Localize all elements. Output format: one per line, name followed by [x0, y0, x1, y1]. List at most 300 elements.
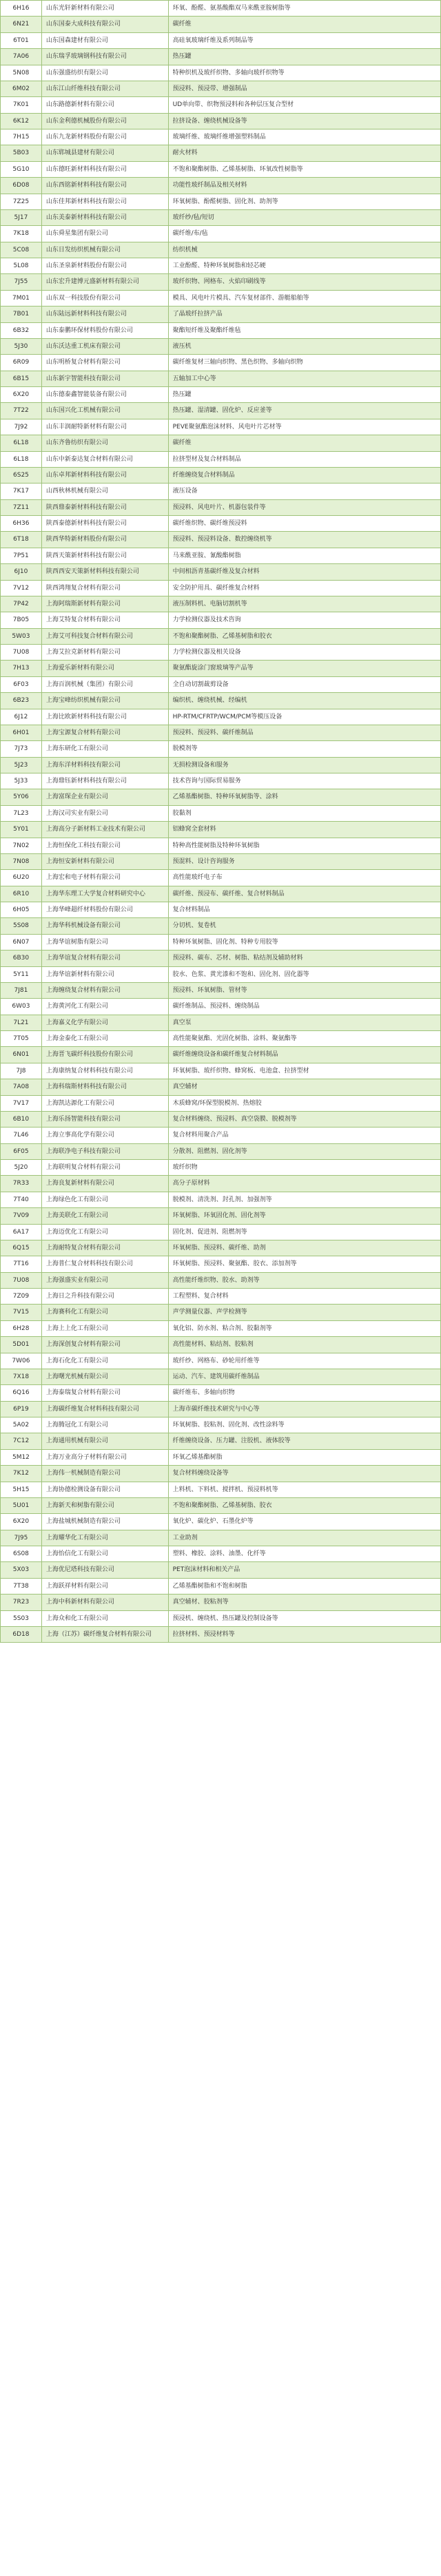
table-row — [1, 1402, 441, 1417]
company-name-cell: 上海艾特复合材料有限公司 — [42, 612, 169, 628]
table-row — [1, 661, 441, 676]
company-name-cell: 上海华谊树脂有限公司 — [42, 935, 169, 951]
table-row — [1, 1417, 441, 1433]
booth-number-cell: 6A17 — [1, 1225, 42, 1240]
table-row — [1, 484, 441, 499]
booth-number-cell: 6H36 — [1, 516, 42, 532]
products-cell: 环氧树脂、预浸料、聚氨酯、胶衣、添加剂等 — [169, 1256, 441, 1272]
booth-number-cell: 6N01 — [1, 1047, 42, 1063]
company-name-cell: 上海立事高化学有限公司 — [42, 1128, 169, 1143]
booth-number-cell: 7N08 — [1, 854, 42, 870]
table-row — [1, 1369, 441, 1385]
booth-number-cell: 5H15 — [1, 1482, 42, 1498]
products-cell: 声学测量仪器、声学检测等 — [169, 1305, 441, 1320]
table-row — [1, 1385, 441, 1401]
booth-number-cell: 5D01 — [1, 1337, 42, 1353]
company-name-cell: 上海强盛实业有限公司 — [42, 1273, 169, 1289]
booth-number-cell: 6B15 — [1, 371, 42, 387]
products-cell: 真空泵 — [169, 1015, 441, 1031]
booth-number-cell: 7Z25 — [1, 194, 42, 210]
table-row — [1, 1450, 441, 1466]
products-cell: 聚酯短纤维及聚酯纤维毡 — [169, 323, 441, 339]
products-cell: 玻纤纱/毡/短切 — [169, 210, 441, 226]
products-cell: 五轴加工中心等 — [169, 371, 441, 387]
booth-number-cell: 7J95 — [1, 1530, 42, 1546]
booth-number-cell: 6H01 — [1, 725, 42, 741]
table-row — [1, 129, 441, 145]
company-name-cell: 山东圣泉新材料股份有限公司 — [42, 258, 169, 274]
products-cell: 预混料、设计咨询服务 — [169, 854, 441, 870]
booth-number-cell: 5Y06 — [1, 789, 42, 805]
table-row — [1, 548, 441, 564]
booth-number-cell: 7L46 — [1, 1128, 42, 1143]
company-name-cell: 上海通用机械有限公司 — [42, 1433, 169, 1449]
products-cell: 纺织机械 — [169, 242, 441, 258]
table-row — [1, 1627, 441, 1643]
table-row — [1, 870, 441, 886]
table-row — [1, 677, 441, 693]
booth-number-cell: 6H28 — [1, 1321, 42, 1337]
table-row — [1, 1595, 441, 1610]
table-row — [1, 918, 441, 934]
company-name-cell: 山东郓城县建材有限公司 — [42, 145, 169, 161]
company-name-cell: 上海优尼塔科技有限公司 — [42, 1562, 169, 1578]
booth-number-cell: 7V12 — [1, 581, 42, 596]
booth-number-cell: 7T16 — [1, 1256, 42, 1272]
products-cell: 模具、风电叶片模具、汽车复材部件、游艇船舶等 — [169, 291, 441, 307]
products-cell: 预浸料、预浸带、增强制品 — [169, 81, 441, 97]
products-cell: 预浸料、预浸料、碳纤维制品 — [169, 725, 441, 741]
company-name-cell: 上海美联化工有限公司 — [42, 1208, 169, 1224]
company-name-cell: 上海宝源复合材料有限公司 — [42, 725, 169, 741]
booth-number-cell: 5W03 — [1, 629, 42, 645]
table-row — [1, 581, 441, 596]
table-row — [1, 838, 441, 854]
products-cell: 拉挤材料、预浸材料等 — [169, 1627, 441, 1643]
products-cell: 碳纤维/布/毡 — [169, 226, 441, 242]
booth-number-cell: 7J92 — [1, 419, 42, 435]
table-row — [1, 1047, 441, 1063]
company-name-cell: 上海腾冠化工有限公司 — [42, 1417, 169, 1433]
table-row — [1, 1514, 441, 1530]
table-row — [1, 1305, 441, 1320]
table-row — [1, 532, 441, 548]
products-cell: 铝蜂窝全套材料 — [169, 822, 441, 838]
table-row — [1, 1096, 441, 1112]
company-name-cell: 山东日发纺织机械有限公司 — [42, 242, 169, 258]
products-cell: 碳纤维、预浸布、碳纤维、复合材料制品 — [169, 886, 441, 902]
company-name-cell: 山东佳邦新材料科技有限公司 — [42, 194, 169, 210]
table-row — [1, 596, 441, 612]
products-cell: 高性能材料、粘结剂、胶粘剂 — [169, 1337, 441, 1353]
table-row — [1, 741, 441, 757]
table-row — [1, 1466, 441, 1482]
booth-number-cell: 5A02 — [1, 1417, 42, 1433]
booth-number-cell: 7J55 — [1, 274, 42, 290]
company-name-cell: 上海跃祥材料有限公司 — [42, 1579, 169, 1595]
booth-number-cell: 7B01 — [1, 307, 42, 322]
products-cell: 聚氨酯旋涂门窗玻璃等产品等 — [169, 661, 441, 676]
booth-number-cell: 6R10 — [1, 886, 42, 902]
table-row — [1, 162, 441, 178]
products-cell: 脱模剂等 — [169, 741, 441, 757]
table-row — [1, 1433, 441, 1449]
table-row — [1, 33, 441, 49]
table-row — [1, 967, 441, 983]
booth-number-cell: 6X20 — [1, 387, 42, 403]
company-name-cell: 山东瑞孚玻璃钢科技有限公司 — [42, 49, 169, 65]
booth-number-cell: 7W06 — [1, 1353, 42, 1369]
company-name-cell: 山东丰润耐特新材料有限公司 — [42, 419, 169, 435]
company-name-cell: 山东沃达重工机床有限公司 — [42, 339, 169, 355]
products-cell: 工业助剂 — [169, 1530, 441, 1546]
company-name-cell: 上海艾可科技复合材料有限公司 — [42, 629, 169, 645]
table-row — [1, 1530, 441, 1546]
booth-number-cell: 5G10 — [1, 162, 42, 178]
table-row — [1, 1498, 441, 1514]
booth-number-cell: 7R33 — [1, 1176, 42, 1192]
booth-number-cell: 6K12 — [1, 114, 42, 129]
table-row — [1, 516, 441, 532]
products-cell: 安全防护用具、碳纤维复合材料 — [169, 581, 441, 596]
company-name-cell: 上海迈优化工有限公司 — [42, 1225, 169, 1240]
products-cell: 热压罐 — [169, 387, 441, 403]
products-cell: 不饱和聚酯树脂、乙烯基树脂、胶衣 — [169, 1498, 441, 1514]
products-cell: 不饱和聚酯树脂、乙烯基树脂、环氧改性树脂等 — [169, 162, 441, 178]
table-row — [1, 500, 441, 516]
booth-number-cell: 7T40 — [1, 1192, 42, 1208]
products-cell: 高性能纤维织物、胶水、助剂等 — [169, 1273, 441, 1289]
products-cell: 工业酚醛、特种环氧树脂和轻芯硬 — [169, 258, 441, 274]
products-cell: PEVE聚氨酯泡沫材料、风电叶片芯材等 — [169, 419, 441, 435]
table-row — [1, 1208, 441, 1224]
products-cell: 胶黏剂 — [169, 806, 441, 822]
products-cell: 热压罐、湿清罐、固化炉、反应釜等 — [169, 403, 441, 419]
products-cell: 脱模剂、清洗剂、封孔剂、加强剂等 — [169, 1192, 441, 1208]
booth-number-cell: 6J12 — [1, 709, 42, 725]
products-cell: 马来酰亚胺、氰酸酯树脂 — [169, 548, 441, 564]
table-row — [1, 1240, 441, 1256]
products-cell: 玻纤织物 — [169, 1160, 441, 1176]
booth-number-cell: 6Q16 — [1, 1385, 42, 1401]
booth-number-cell: 6F05 — [1, 1144, 42, 1160]
booth-number-cell: 7V17 — [1, 1096, 42, 1112]
table-row — [1, 1482, 441, 1498]
products-cell: 环氧树脂、玻纤织物、蜂窝板、电池盒、拉挤型材 — [169, 1063, 441, 1079]
products-cell: 热压罐 — [169, 49, 441, 65]
table-row — [1, 612, 441, 628]
company-name-cell: 上海普仁复合材料科技有限公司 — [42, 1256, 169, 1272]
company-name-cell: 上海富琛企业有限公司 — [42, 789, 169, 805]
products-cell: 高硅氧玻璃纤维及系列制品等 — [169, 33, 441, 49]
company-name-cell: 上海乐扬智能科技有限公司 — [42, 1112, 169, 1128]
company-name-cell: 上海新天和树脂有限公司 — [42, 1498, 169, 1514]
booth-number-cell: 5X03 — [1, 1562, 42, 1578]
table-row — [1, 1562, 441, 1578]
table-row — [1, 1611, 441, 1627]
products-cell: 拉挤型材及复合材料制品 — [169, 452, 441, 468]
company-name-cell: 陕西天策新材料科技有限公司 — [42, 548, 169, 564]
booth-number-cell: 7A08 — [1, 1079, 42, 1095]
products-cell: 编织机、缠绕机械、经编机 — [169, 693, 441, 709]
company-name-cell: 上海日之升科技有限公司 — [42, 1289, 169, 1305]
table-row — [1, 468, 441, 484]
products-cell: 玻纤纱、网格布、砂轮用纤维等 — [169, 1353, 441, 1369]
company-name-cell: 上海东洋材料科技有限公司 — [42, 758, 169, 773]
booth-number-cell: 5L08 — [1, 258, 42, 274]
booth-number-cell: 7L21 — [1, 1015, 42, 1031]
table-row — [1, 210, 441, 226]
company-name-cell: 上海耐特复合材料有限公司 — [42, 1240, 169, 1256]
company-name-cell: 上海凯达源化工有限公司 — [42, 1096, 169, 1112]
products-cell: 碳纤维布、多轴向织物 — [169, 1385, 441, 1401]
company-name-cell: 上海石化化工有限公司 — [42, 1353, 169, 1369]
table-row — [1, 1160, 441, 1176]
table-row — [1, 403, 441, 419]
company-name-cell: 上海鼎钰新材料科技有限公司 — [42, 773, 169, 789]
company-name-cell: 上海华科机械设备有限公司 — [42, 918, 169, 934]
company-name-cell: 上海金泰化工有限公司 — [42, 1031, 169, 1047]
products-cell: 特种织机及玻纤织物、多轴向玻纤织物等 — [169, 65, 441, 81]
company-name-cell: 山东中新泰达复合材料有限公司 — [42, 452, 169, 468]
products-cell: 工程塑料、复合材料 — [169, 1289, 441, 1305]
company-name-cell: 上海怡信化工有限公司 — [42, 1546, 169, 1562]
company-name-cell: 上海缠绕复合材料有限公司 — [42, 983, 169, 999]
products-cell: 氧化炉、碳化炉、石墨化炉等 — [169, 1514, 441, 1530]
table-row — [1, 307, 441, 322]
table-row — [1, 758, 441, 773]
products-cell: 力学检测仪器及相关设备 — [169, 645, 441, 661]
company-name-cell: 山东国泰大成科技有限公司 — [42, 17, 169, 32]
booth-number-cell: 7K18 — [1, 226, 42, 242]
table-row — [1, 1015, 441, 1031]
company-name-cell: 山东陆远新材料科技有限公司 — [42, 307, 169, 322]
table-row — [1, 1337, 441, 1353]
booth-number-cell: 7Z11 — [1, 500, 42, 516]
table-row — [1, 1112, 441, 1128]
products-cell: 环氧树脂、酚醛树脂、固化剂、助剂等 — [169, 194, 441, 210]
booth-number-cell: 7V09 — [1, 1208, 42, 1224]
company-name-cell: 上海宏和电子材料有限公司 — [42, 870, 169, 886]
table-row — [1, 822, 441, 838]
table-row — [1, 1273, 441, 1289]
products-cell: 碳纤维复材三轴向织物、黑色织物、多轴向织物 — [169, 355, 441, 371]
company-name-cell: 上海中科新材料有限公司 — [42, 1595, 169, 1610]
company-name-cell: 山东美泰新材料科技有限公司 — [42, 210, 169, 226]
booth-number-cell: 7N02 — [1, 838, 42, 854]
company-name-cell: 上海艾拉克新材料有限公司 — [42, 645, 169, 661]
booth-number-cell: 6D18 — [1, 1627, 42, 1643]
table-row — [1, 789, 441, 805]
table-row — [1, 806, 441, 822]
booth-number-cell: 5N08 — [1, 65, 42, 81]
booth-number-cell: 5M12 — [1, 1450, 42, 1466]
products-cell: 上海市碳纤维技术研究与中心等 — [169, 1402, 441, 1417]
products-cell: 纤维缠绕设备、压力罐、注胶机、液体胶等 — [169, 1433, 441, 1449]
products-cell: HP-RTM/CFRTP/WCM/PCM等模压设备 — [169, 709, 441, 725]
products-cell: 复合材料用聚合产品 — [169, 1128, 441, 1143]
products-cell: 力学检测仪器及技术咨询 — [169, 612, 441, 628]
booth-number-cell: 6S25 — [1, 468, 42, 484]
booth-number-cell: 7R23 — [1, 1595, 42, 1610]
company-name-cell: 上海科瑞斯材料科技有限公司 — [42, 1079, 169, 1095]
company-name-cell: 上海嘉义化学有限公司 — [42, 1015, 169, 1031]
table-row — [1, 1256, 441, 1272]
company-name-cell: 山东金利德机械股份有限公司 — [42, 114, 169, 129]
company-name-cell: 上海深创复合材料有限公司 — [42, 1337, 169, 1353]
booth-number-cell: 7H13 — [1, 661, 42, 676]
products-cell: 液压机 — [169, 339, 441, 355]
company-name-cell: 陕西西安天策新材料科技有限公司 — [42, 564, 169, 580]
products-cell: 玻璃纤维、玻璃纤维增强塑料制品 — [169, 129, 441, 145]
company-name-cell: 上海赛科化工有限公司 — [42, 1305, 169, 1320]
booth-number-cell: 5J30 — [1, 339, 42, 355]
booth-number-cell: 6F03 — [1, 677, 42, 693]
table-row — [1, 114, 441, 129]
booth-number-cell: 5U01 — [1, 1498, 42, 1514]
booth-number-cell: 6L18 — [1, 452, 42, 468]
products-cell: 分切机、复卷机 — [169, 918, 441, 934]
table-row — [1, 81, 441, 97]
company-name-cell: 上海康纳复合材料科技有限公司 — [42, 1063, 169, 1079]
booth-number-cell: 7T38 — [1, 1579, 42, 1595]
products-cell: 了晶玻纤拉挤产品 — [169, 307, 441, 322]
products-cell: 氧化铝、防水剂、粘合剂、胶黏剂等 — [169, 1321, 441, 1337]
products-cell: 环氧、酚醛、氨基酸酯双马来酰亚胺树脂等 — [169, 1, 441, 17]
company-name-cell: 山东江山纤维科技有限公司 — [42, 81, 169, 97]
table-row — [1, 145, 441, 161]
table-row — [1, 773, 441, 789]
table-row — [1, 951, 441, 966]
company-name-cell: 上海盐城机械制造有限公司 — [42, 1514, 169, 1530]
products-cell: 乙烯基酯树脂、特种环氧树脂等、涂料 — [169, 789, 441, 805]
booth-number-cell: 6B32 — [1, 323, 42, 339]
products-cell: 预浸机、缠绕机、热压罐及控制设备等 — [169, 1611, 441, 1627]
products-cell: 上料机、下料机、搅拌机、预浸料机等 — [169, 1482, 441, 1498]
products-cell: 纤维缠绕复合材料制品 — [169, 468, 441, 484]
booth-number-cell: 5Y01 — [1, 822, 42, 838]
products-cell: 特种高性能树脂及特种环氧树脂 — [169, 838, 441, 854]
table-row — [1, 709, 441, 725]
table-row — [1, 355, 441, 371]
table-row — [1, 1321, 441, 1337]
booth-number-cell: 7U08 — [1, 1273, 42, 1289]
company-name-cell: 上海协德检测设备有限公司 — [42, 1482, 169, 1498]
table-row — [1, 629, 441, 645]
table-row — [1, 1225, 441, 1240]
booth-number-cell: 7J8 — [1, 1063, 42, 1079]
company-name-cell: 上海爱乐新材料有限公司 — [42, 661, 169, 676]
products-cell: 液压制料机、电脑切割机等 — [169, 596, 441, 612]
table-row — [1, 1579, 441, 1595]
table-row — [1, 49, 441, 65]
table-row — [1, 226, 441, 242]
products-cell: 玻纤织物、网格布、火焰印刷线等 — [169, 274, 441, 290]
table-row — [1, 17, 441, 32]
booth-number-cell: 7K01 — [1, 97, 42, 113]
products-cell: 高性能玻纤电子布 — [169, 870, 441, 886]
booth-number-cell: 6W03 — [1, 999, 42, 1015]
products-cell: 环氧树脂、胶粘剂、固化剂、改性涂料等 — [169, 1417, 441, 1433]
table-row — [1, 387, 441, 403]
booth-number-cell: 5J17 — [1, 210, 42, 226]
company-name-cell: 上海晋飞碳纤科技股份有限公司 — [42, 1047, 169, 1063]
products-cell: 碳纤维缠绕设备和碳纤维复合材料制品 — [169, 1047, 441, 1063]
table-row — [1, 1546, 441, 1562]
booth-number-cell: 5C08 — [1, 242, 42, 258]
booth-number-cell: 7K12 — [1, 1466, 42, 1482]
company-name-cell: 山东德旺新材料科技有限公司 — [42, 162, 169, 178]
booth-number-cell: 6X20 — [1, 1514, 42, 1530]
booth-number-cell: 7Z09 — [1, 1289, 42, 1305]
company-name-cell: 山东齐鲁纺织有限公司 — [42, 435, 169, 451]
booth-number-cell: 6J10 — [1, 564, 42, 580]
company-name-cell: 上海华东理工大学复合材料研究中心 — [42, 886, 169, 902]
table-row — [1, 1192, 441, 1208]
products-cell: 运动、汽车、建筑用碳纤维制品 — [169, 1369, 441, 1385]
table-row — [1, 983, 441, 999]
company-name-cell: 上海众和化工有限公司 — [42, 1611, 169, 1627]
booth-number-cell: 7H15 — [1, 129, 42, 145]
booth-number-cell: 7J73 — [1, 741, 42, 757]
table-row — [1, 854, 441, 870]
booth-number-cell: 5S08 — [1, 918, 42, 934]
booth-number-cell: 7K17 — [1, 484, 42, 499]
table-row — [1, 564, 441, 580]
table-row — [1, 1289, 441, 1305]
table-row — [1, 999, 441, 1015]
booth-number-cell: 7B05 — [1, 612, 42, 628]
products-cell: 无损检测设备和服务 — [169, 758, 441, 773]
products-cell: 胶水、色浆、黄光漆和不饱和、固化剂、固化器等 — [169, 967, 441, 983]
company-name-cell: 上海泰瑞复合材料有限公司 — [42, 1385, 169, 1401]
products-cell: UD单向带、织物预浸料和各种层压复合型材 — [169, 97, 441, 113]
table-row — [1, 419, 441, 435]
products-cell: 塑料、橡胶、涂料、油墨、化纤等 — [169, 1546, 441, 1562]
booth-number-cell: 7L23 — [1, 806, 42, 822]
products-cell: 拉挤设备、缠绕机械设备等 — [169, 114, 441, 129]
table-row — [1, 435, 441, 451]
company-name-cell: 上海上上化工有限公司 — [42, 1321, 169, 1337]
products-cell: 预浸料、碳布、芯材、树脂、粘结剂及辅助材料 — [169, 951, 441, 966]
products-cell: 乙烯基酯树脂和不饱和树脂 — [169, 1579, 441, 1595]
table-row — [1, 1031, 441, 1047]
company-name-cell: 上海万业高分子材料有限公司 — [42, 1450, 169, 1466]
table-row — [1, 178, 441, 194]
booth-number-cell: 5Y11 — [1, 967, 42, 983]
table-row — [1, 97, 441, 113]
company-name-cell: 山东卓邦新材料科技有限公司 — [42, 468, 169, 484]
company-name-cell: 上海阿瑞斯新材料有限公司 — [42, 596, 169, 612]
company-name-cell: 上海恒安新材料有限公司 — [42, 854, 169, 870]
booth-number-cell: 6T01 — [1, 33, 42, 49]
products-cell: 复合材料制品 — [169, 902, 441, 918]
booth-number-cell: 7J81 — [1, 983, 42, 999]
table-row — [1, 1144, 441, 1160]
booth-number-cell: 7V15 — [1, 1305, 42, 1320]
booth-number-cell: 6R09 — [1, 355, 42, 371]
table-row — [1, 1063, 441, 1079]
products-cell: 预浸料、环氧树脂、管材等 — [169, 983, 441, 999]
booth-number-cell: 6Q15 — [1, 1240, 42, 1256]
products-cell: 功能性玻纤制品及相关材料 — [169, 178, 441, 194]
table-row — [1, 693, 441, 709]
table-row — [1, 339, 441, 355]
company-name-cell: 山东路德新材料有限公司 — [42, 97, 169, 113]
company-name-cell: 山东九龙新材料股份有限公司 — [42, 129, 169, 145]
company-name-cell: 上海（江苏）碳纤维复合材料有限公司 — [42, 1627, 169, 1643]
company-name-cell: 上海伟一机械制造有限公司 — [42, 1466, 169, 1482]
